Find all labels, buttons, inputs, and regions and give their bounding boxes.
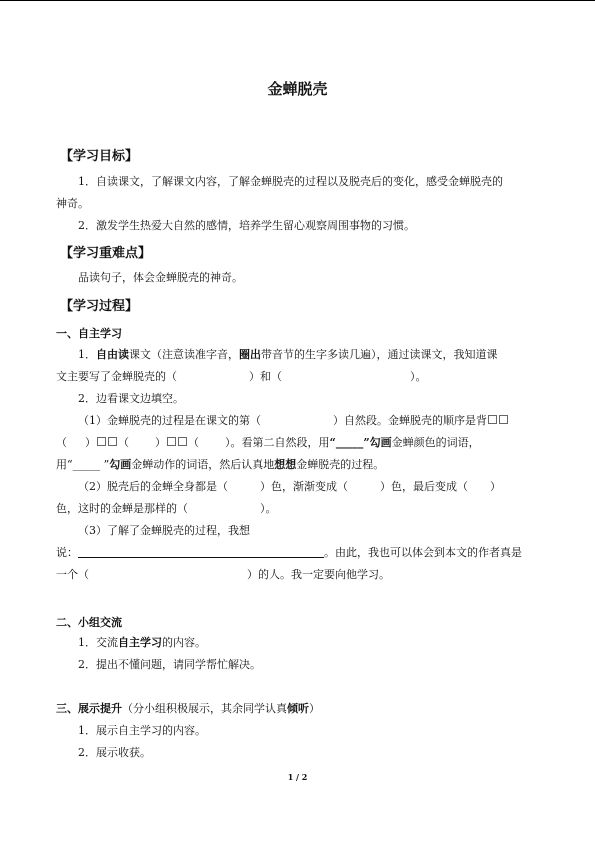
key-point-1: 品读句子，体会金蝉脱壳的神奇。 <box>78 271 243 284</box>
show-item-1: 1．展示自主学习的内容。 <box>78 724 206 737</box>
question-1-line-3: 用“_____ ”勾画金蝉动作的词语，然后认真地想想金蝉脱壳的过程。 <box>56 458 385 471</box>
question-3-line-2: 说： 。由此，我也可以体会到本文的作者真是 <box>56 546 522 559</box>
blank-box <box>499 415 508 424</box>
section-learning-process: 【学习过程】 <box>60 299 139 314</box>
blank-box <box>167 437 176 446</box>
task-1-line-2: 文主要写了金蝉脱壳的（ ）和（ ）。 <box>56 370 427 383</box>
group-item-2: 2．提出不懂问题，请同学帮忙解决。 <box>78 658 261 671</box>
document-title: 金蝉脱壳 <box>267 80 328 98</box>
question-1-line-2: （ ） （ ） （ ）。看第二自然段，用“_____”勾画金蝉颜色的词语， <box>56 436 480 449</box>
blank-box <box>178 437 187 446</box>
part-3-heading: 三、展示提升（分小组积极展示，其余同学认真倾听） <box>56 702 320 715</box>
header-rule <box>0 0 595 1</box>
blank-box <box>108 437 117 446</box>
question-2-line-2: 色，这时的金蝉是那样的（ ）。 <box>56 502 277 515</box>
answer-underline <box>78 546 324 558</box>
question-3-line-3: 一个（ ）的人。我一定要向他学习。 <box>56 568 390 581</box>
task-2: 2．边看课文边填空。 <box>78 392 184 405</box>
goal-2: 2．激发学生热爱大自然的感情，培养学生留心观察周围事物的习惯。 <box>78 219 415 232</box>
question-3-line-1: （3）了解了金蝉脱壳的过程，我想 <box>78 524 250 537</box>
show-item-2: 2．展示收获。 <box>78 746 151 759</box>
part-1-heading: 一、自主学习 <box>56 327 122 340</box>
part-2-heading: 二、小组交流 <box>56 616 122 629</box>
blank-box <box>488 415 497 424</box>
goal-1-line-1: 1．自读课文，了解课文内容，了解金蝉脱壳的过程以及脱壳后的变化，感受金蝉脱壳的 <box>78 175 503 188</box>
question-2-line-1: （2）脱壳后的金蝉全身都是（ ）色，渐渐变成（ ）色，最后变成（ ） <box>78 480 501 493</box>
blank-box <box>97 437 106 446</box>
question-1-line-1: （1）金蝉脱壳的过程是在课文的第（ ）自然段。金蝉脱壳的顺序是背 <box>78 414 509 428</box>
goal-1-line-2: 神奇。 <box>56 197 89 210</box>
group-item-1: 1．交流自主学习的内容。 <box>78 636 206 649</box>
section-learning-goals: 【学习目标】 <box>60 149 139 164</box>
section-key-points: 【学习重难点】 <box>60 246 152 261</box>
page-number: 1 / 2 <box>287 772 308 782</box>
task-1-line-1: 1．自由读课文（注意读准字音，圈出带音节的生字多读几遍），通过读课文，我知道课 <box>78 348 498 361</box>
